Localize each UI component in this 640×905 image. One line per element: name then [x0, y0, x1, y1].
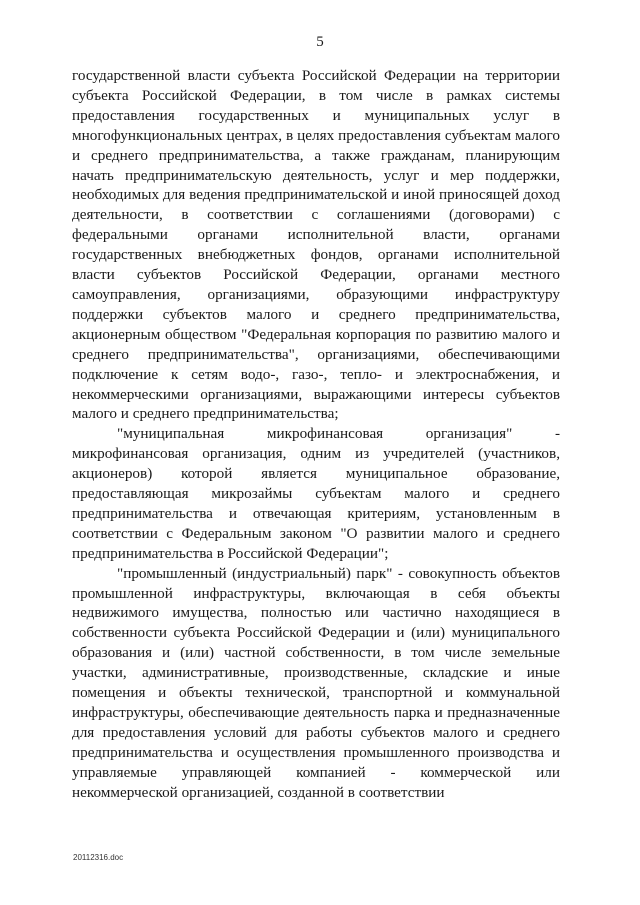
document-body — [72, 66, 560, 803]
paragraph-continued: государственной власти субъекта Российской Федерации на территории субъекта Российской Федерации, в том числе в рамках системы предоставления государственных и муниципальных услуг в многофункциональных центрах, в целях предоставления субъектам малого и среднего предпринимательства, а также гражданам, планирующим начать предпринимательскую деятельность, услуг и мер поддержки, необходимых для ведения предпринимательской и иной приносящей доход деятельности, в соответствии с соглашениями (договорами) с федеральными органами исполнительной власти, органами государственных внебюджетных фондов, органами исполнительной власти субъектов Российской Федерации, органами местного самоуправления, организациями, образующими инфраструктуру поддержки субъектов малого и среднего предпринимательства, акционерным обществом "Федеральная корпорация по развитию малого и среднего предпринимательства", организациями, обеспечивающими подключение к сетям водо-, газо-, тепло- и электроснабжения, и некоммерческими организациями, выражающими интересы субъектов малого и среднего предпринимательства; — [72, 67, 560, 423]
page-number: 5 — [316, 34, 324, 50]
footer-filename: 20112316.doc — [73, 853, 124, 862]
paragraph-microfinance-definition: "муниципальная микрофинансовая организация" - микрофинансовая организация, одним из учредителей (участников, акционеров) которой является муниципальное образование, предоставляющая микрозаймы субъектам малого и среднего предпринимательства и отвечающая критериям, установленным в соответствии с Федеральным законом "О развитии малого и среднего предпринимательства в Российской Федерации"; — [72, 425, 560, 562]
paragraph-industrial-park-definition: "промышленный (индустриальный) парк" - совокупность объектов промышленной инфраструктуры, включающая в себя объекты недвижимого имущества, полностью или частично находящиеся в собственности субъекта Российской Федерации и (или) муниципального образования и (или) частной собственности, в том числе земельные участки, административные, производственные, складские и иные помещения и объекты технической, транспортной и коммунальной инфраструктуры, обеспечивающие деятельность парка и предназначенные для предоставления условий для работы субъектов малого и среднего предпринимательства и осуществления промышленного производства и управляемые управляющей компанией - коммерческой или некоммерческой организацией, созданной в соответствии — [72, 564, 560, 801]
